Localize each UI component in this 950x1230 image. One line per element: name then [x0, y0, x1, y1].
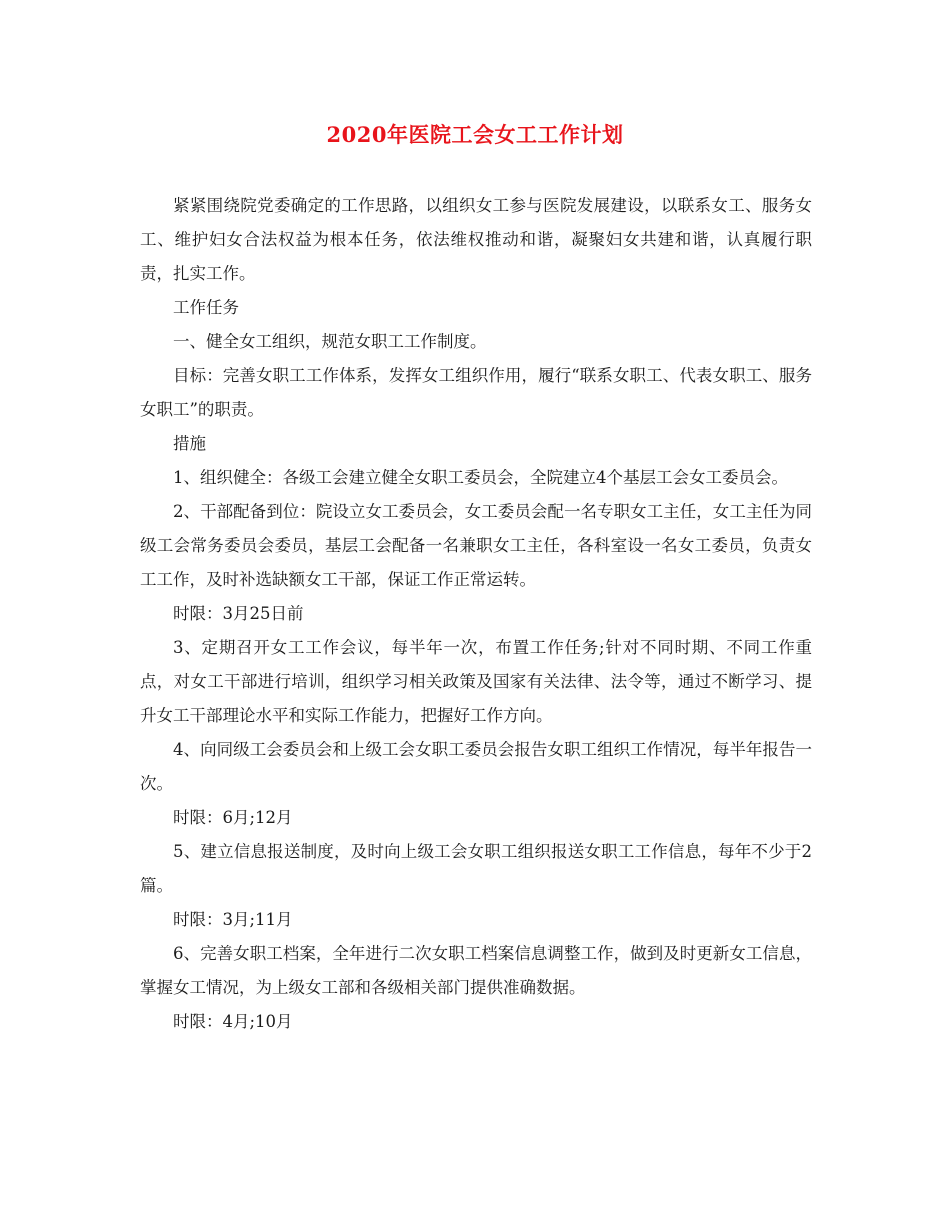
paragraph-measure-5: 5、建立信息报送制度，及时向上级工会女职工组织报送女职工工作信息，每年不少于2篇。 [140, 842, 812, 895]
paragraph-measure-3: 3、定期召开女工工作会议，每半年一次，布置工作任务;针对不同时期、不同工作重点，对女工干部进行培训，组织学习相关政策及国家有关法律、法令等，通过不断学习、提升女工干部理论水平和实际工作能力，把握好工作方向。 [140, 638, 812, 725]
paragraph-measure-4: 4、向同级工会委员会和上级工会女职工委员会报告女职工组织工作情况，每半年报告一次。 [140, 740, 812, 793]
paragraph-deadline-4: 时限：4月;10月 [173, 1012, 293, 1031]
paragraph-heading-tasks: 工作任务 [173, 298, 239, 317]
document-body [140, 189, 812, 1039]
paragraph-deadline-1: 时限：3月25日前 [173, 604, 304, 623]
paragraph-section-one: 一、健全女工组织，规范女职工工作制度。 [173, 332, 487, 351]
paragraph-goal: 目标：完善女职工工作体系，发挥女工组织作用，履行“联系女职工、代表女职工、服务女职工”的职责。 [140, 366, 812, 419]
paragraph-heading-measures: 措施 [173, 434, 206, 453]
paragraph-deadline-3: 时限：3月;11月 [173, 910, 293, 929]
paragraph-intro: 紧紧围绕院党委确定的工作思路，以组织女工参与医院发展建设，以联系女工、服务女工、维护妇女合法权益为根本任务，依法维权推动和谐，凝聚妇女共建和谐，认真履行职责，扎实工作。 [140, 196, 812, 283]
paragraph-measure-1: 1、组织健全：各级工会建立健全女职工委员会，全院建立4个基层工会女工委员会。 [173, 468, 788, 487]
paragraph-deadline-2: 时限：6月;12月 [173, 808, 293, 827]
document-title: 2020年医院工会女工工作计划 [326, 122, 624, 147]
paragraph-measure-2: 2、干部配备到位：院设立女工委员会，女工委员会配一名专职女工主任，女工主任为同级工会常务委员会委员，基层工会配备一名兼职女工主任，各科室设一名女工委员，负责女工工作，及时补选缺额女工干部，保证工作正常运转。 [140, 502, 812, 589]
paragraph-measure-6: 6、完善女职工档案，全年进行二次女职工档案信息调整工作，做到及时更新女工信息，掌握女工情况，为上级女工部和各级相关部门提供准确数据。 [140, 944, 812, 997]
